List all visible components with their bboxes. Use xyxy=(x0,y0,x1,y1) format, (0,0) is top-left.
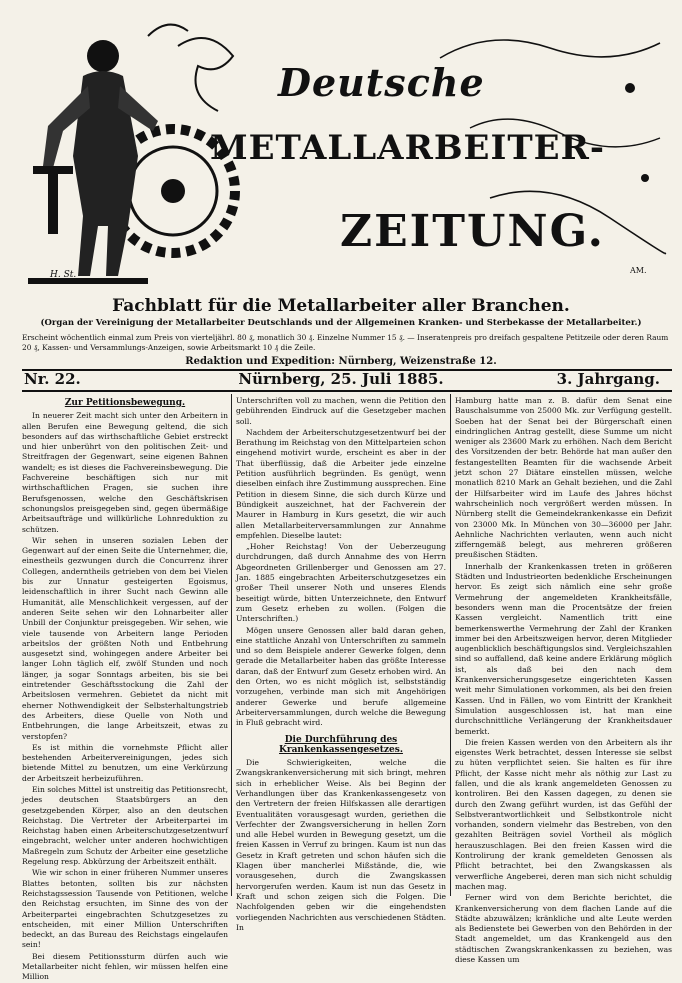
paragraph: „Hoher Reichstag! Von der Ueberzeugung durchdrungen, daß durch Annahme des von Herrn Abgeordneten Grillenberger und Genossen am 27. Jan. 1885 eingebrachten Arbeiterschutzgesetzes ein großer Theil unserer Noth und unseres Elends beseitigt würde, bitten Unterzeichnete, den Entwurf zum Gesetz erheben zu wollen. (Folgen die Unterschriften.) xyxy=(236,542,446,624)
column-divider xyxy=(450,394,451,896)
paragraph: Ferner wird von dem Berichte berichtet, die Krankenversicherung von dem flachen Lande auf die Städte abzuwälzen; kränkliche und alte Leute werden als Bedienstete bei Gewerben von den Behörden in der Stadt angemeldet, um das Krankengeld aus den städtischen Zwangskrankenkassen zu beziehen, was diese Kassen um xyxy=(455,893,672,965)
column-divider xyxy=(231,394,232,896)
column-2 xyxy=(236,396,446,932)
paragraph: Wir sehen in unseren sozialen Leben der Gegenwart auf der einen Seite die Unternehmer, die, einestheils gezwungen durch die Concurrenz ihrer Collegen, anderntheils getrieben von dem bei Vielen bis zur Unnatur gesteigerten Egoismus, leidenschaftlich in ihrer Sucht nach Gewinn alle Humanität, alle Menschlichkeit vergessen, auf der anderen Seite sehen wir den Lohnarbeiter aller Unbill der Conjunktur preisgegeben. Wir sehen, wie viele tausende von Arbeitern lange Perioden arbeitslos der größten Noth und Entbehrung ausgesetzt sind, wohingegen andere Arbeiter bei langer Lohn täglich elf, zwölf Stunden und noch länger, ja sogar Sonntags arbeiten, bis sie bei eintretender Geschäftsstockung die Zahl der Arbeitslosen vermehren. Gebietet da nicht mit eherner Nothwendigkeit der Selbsterhaltungstrieb des Arbeiters, diese Quelle von Noth und Entbehrungen, die lange Arbeitszeit, etwas zu verstopfen? xyxy=(22,535,228,741)
artist-signature: H. St. xyxy=(50,270,77,280)
title-line-1: Deutsche xyxy=(278,60,485,105)
masthead xyxy=(10,8,672,290)
issue-year: 3. Jahrgang. xyxy=(556,370,660,388)
issue-date: Nürnberg, 25. Juli 1885. xyxy=(238,370,444,388)
paragraph: Unterschriften voll zu machen, wenn die Petition den gebührenden Eindruck auf die Gesetzgeber machen soll. xyxy=(236,396,446,426)
paragraph: Hamburg hatte man z. B. dafür dem Senat eine Bauschalsumme von 25000 Mk. zur Verfügung gestellt. Soeben hat der Senat bei der Bürgerschaft einen eindringlichen Antrag gestellt, diese Summe um nicht weniger als 23600 Mark zu erhöhen. Nach dem Bericht des Vorsitzenden der betr. Behörde hat man außer den festangestellten Beamten für die wachsende Arbeit jetzt schon 27 Diätare einstellen müssen, welche monatlich 8210 Mark an Gehalt beziehen, und die Zahl der Hilfsarbeiter wird im Laufe des Jahres höchst wahrscheinlich noch vergrößert werden müssen. In Nürnberg stellt die Gemeindekrankenkasse ein Defizit von 23000 Mk. In München von 30—36000 per Jahr. Aehnliche Nachrichten verlauten, wenn auch nicht zifferngemäß belegt, aus mehreren größeren preußischen Städten. xyxy=(455,396,672,560)
paragraph: In neuerer Zeit macht sich unter den Arbeitern in allen Berufen eine Bewegung geltend, die sich besonders auf das wirthschaftliche Gebiet erstreckt und hier unberührt von den politischen Zeit- und Streitfragen der Gegenwart, seine eigenen Bahnen wandelt; es ist dieses die Fachvereinsbewegung. Die Fachvereine beschäftigen sich nur mit wirthschaftlichen Fragen, sie suchen ihre Berufsgenossen, welche den Geschäftskrisen schonungslos preisgegeben sind, gegen übermäßige Arbeitsaufträge und willkürliche Lohnreduktion zu schützen. xyxy=(22,411,228,534)
paragraph: Bei diesem Petitionssturm dürfen auch wie Metallarbeiter nicht fehlen, wir müssen helfen eine Million xyxy=(22,951,228,982)
paragraph: Nachdem der Arbeiterschutzgesetzentwurf bei der Berathung im Reichstag von den Mittelparteien schon eingehend motivirt wurde, erscheint es aber in der That überflüssig, daß die Arbeiter jede einzelne Petition ausführlich begründen. Es genügt, wenn dieselben einfach ihre Zustimmung aussprechen. Eine Petition in diesem Sinne, die sich durch Kürze und Bündigkeit auszeichnet, hat der Fachverein der Maurer in Hamburg in Kurs gesetzt, die wir auch allen Metallarbeiterversammlungen zur Annahme empfehlen. Dieselbe lautet: xyxy=(236,427,446,540)
blacksmith-illustration xyxy=(28,16,238,286)
paragraph: Innerhalb der Krankenkassen treten in größeren Städten und Industrieorten bedenkliche Erscheinungen hervor. Es zeigt sich nämlich eine sehr große Vermehrung der angemeldeten Krankheitsfälle, besonders wenn man die Procentsätze der freien Kassen vergleicht. Namentlich tritt eine bemerkenswerthe Vermehrung der Zahl der Kranken immer bei den Arbeitszweigen hervor, deren Mitglieder augenblicklich beschäftigungslos sind. Vergleichszahlen sind so auffallend, daß keine andere Erklärung möglich ist, als daß bei den nach dem Krankenversicherungsgesetze eingerichteten Kassen weit mehr Simulationen vorkommen, als bei den freien Kassen. Und in Fällen, wo vom Eintritt der Krankheit Simulation ausgeschlossen ist, hat man eine durchschnittliche Verlängerung der Krankheitsdauer bemerkt. xyxy=(455,561,672,736)
paragraph: Die Schwierigkeiten, welche die Zwangskrankenversicherung mit sich bringt, mehren sich in erheblicher Weise. Als bei Beginn der Verhandlungen über das Krankenkassengesetz von den Vertretern der freien Hilfskassen alle derartigen Eventualitäten vorausgesagt wurden, geriethen die Verfechter der Zwangsversicherung in hellen Zorn und alle Hebel wurden in Bewegung gesetzt, um die freien Kassen in Verruf zu bringen. Kaum ist nun das Gesetz in Kraft getreten und schon häufen sich die Klagen über mancherlei Mißstände, die, wie vorausgesehen, durch die Zwangskassen hervorgerufen werden. Kaum ist nun das Gesetz in Kraft und schon zeigen sich die Folgen. Die Nachfolgenden geben wir die eingehendsten vorliegenden Nachrichten aus verschiedenen Städten. In xyxy=(236,758,446,932)
editorial-address: Redaktion und Expedition: Nürnberg, Weizenstraße 12. xyxy=(185,356,497,367)
publication-info: Erscheint wöchentlich einmal zum Preis von vierteljährl. 80 ₰, monatlich 30 ₰. Einzelne Nummer 15 ₰. — Inseratenpreis pro dreifach gespaltene Petitzeile oder deren Raum 20 ₰, Kassen- und Versammlungs-Anzeigen, sowie Arbeitsmarkt 10 ₰ die Zeile. xyxy=(22,333,669,352)
paragraph: Wie wir schon in einer früheren Nummer unseres Blattes betonten, sollten bis zur nächsten Reichstagssession Tausende von Petitionen, welche den Reichstag ersuchten, im Sinne des von der Arbeiterpartei eingebrachten Schutzgesetzes zu entscheiden, mit einer Million Unterschriften bedeckt, an das Bureau des Reichstags eingelaufen sein! xyxy=(22,868,228,950)
issue-number: Nr. 22. xyxy=(24,370,81,388)
paragraph: Mögen unsere Genossen aller bald daran gehen, eine stattliche Anzahl von Unterschriften zu sammeln und so dem Beispiele anderer Gewerke folgen, denn gerade die Metallarbeiter haben das größte Interesse daran, daß der Entwurf zum Gesetz erhoben wird. An den Orten, wo es nicht möglich ist, selbstständig vorzugehen, verbinde man sich mit Angehörigen anderer Gewerke und berufe allgemeine Arbeiterversammlungen, durch welche die Bewegung in Fluß gebracht wird. xyxy=(236,625,446,728)
column-3 xyxy=(455,396,672,965)
article-heading: Die Durchführung des Krankenkassengesetzes. xyxy=(279,734,403,755)
title-line-2: METALLARBEITER- xyxy=(210,128,605,168)
organ-line: (Organ der Vereinigung der Metallarbeiter Deutschlands und der Allgemeinen Kranken- und Sterbekasse der Metallarbeiter.) xyxy=(40,318,642,328)
column-1 xyxy=(22,396,228,982)
paragraph: Ein solches Mittel ist unstreitig das Petitionsrecht, jedes deutschen Staatsbürgers an den gesetzgebenden Körper, also an den deutschen Reichstag. Die Vertreter der Arbeiterpartei im Reichstag haben einen Arbeiterschutzgesetzentwurf eingebracht, welcher unter anderen hochwichtigen Maßregeln zum Schutz der Arbeiter eine gesetzliche Regelung resp. Abkürzung der Arbeitszeit enthält. xyxy=(22,784,228,867)
engraver-mark: AM. xyxy=(630,266,647,275)
paragraph: Es ist mithin die vornehmste Pflicht aller bestehenden Arbeitervereinigungen, jedes sich bietende Mittel zu benutzen, um eine Verkürzung der Arbeitszeit herbeizuführen. xyxy=(22,742,228,783)
article-heading: Zur Petitionsbewegung. xyxy=(64,398,186,408)
title-line-3: ZEITUNG. xyxy=(340,206,605,257)
subtitle: Fachblatt für die Metallarbeiter aller Branchen. xyxy=(112,296,570,316)
paragraph: Die freien Kassen werden von den Arbeitern als ihr eigenstes Werk betrachtet, dessen Interesse sie selbst zu hüten verpflichtet seien. Sie halten es für ihre Pflicht, der Kasse nicht mehr als nöthig zur Last zu fallen, und die als krank angemeldeten Genossen zu kontroliren. Bei den Kassen dagegen, zu denen sie durch den Zwang geführt wurden, ist das Gefühl der Selbstverantwortlichkeit und Selbstkontrole nicht vorhanden, sondern vielmehr das Bestreben, von den gezahlten Beiträgen soviel Vortheil als möglich herauszuschlagen. Bei den freien Kassen wird die Kontrolirung der krank gemeldeten Genossen als Pflicht betrachtet, bei den Zwangskassen als verwerfliche Angeberei, deren man sich nicht schuldig machen mag. xyxy=(455,737,672,891)
header-rule-bottom xyxy=(22,390,672,392)
